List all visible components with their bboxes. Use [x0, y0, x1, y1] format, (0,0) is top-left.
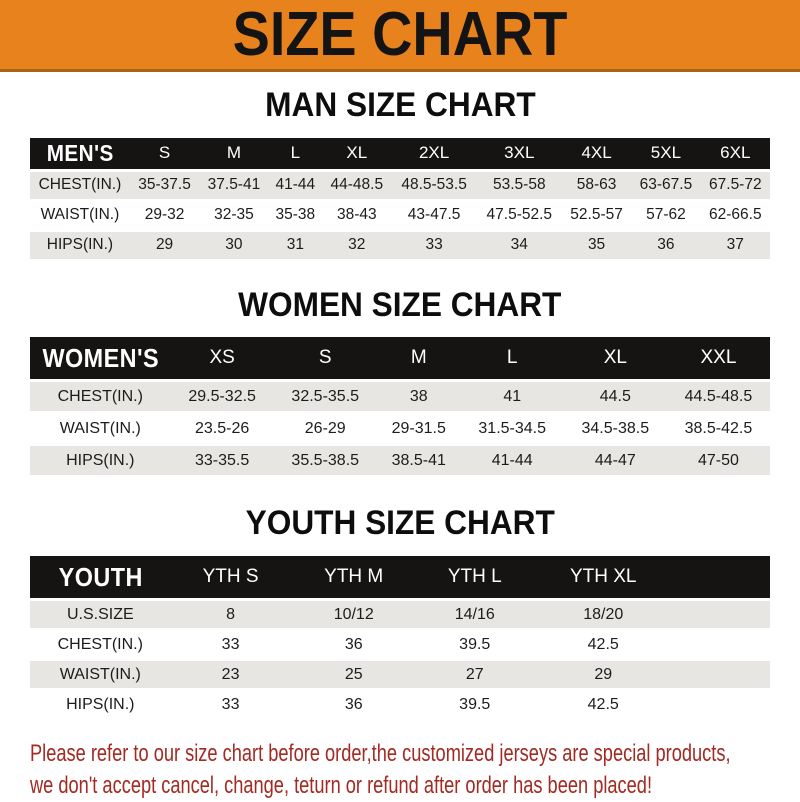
- size-cell: 29: [130, 232, 199, 259]
- size-cell: 43-47.5: [391, 202, 476, 229]
- size-cell: 33: [171, 631, 291, 658]
- size-cell: 29.5-32.5: [171, 382, 274, 411]
- column-header: S: [130, 138, 199, 169]
- size-cell: 37: [701, 232, 770, 259]
- row-label: HIPS(IN.): [30, 446, 171, 475]
- size-cell: 34.5-38.5: [564, 414, 667, 443]
- column-header: XXL: [667, 337, 770, 379]
- size-cell-blank: [674, 631, 770, 658]
- size-cell: 38-43: [322, 202, 391, 229]
- column-header: YTH S: [171, 556, 291, 598]
- row-label: U.S.SIZE: [30, 601, 171, 628]
- column-header: YTH M: [291, 556, 417, 598]
- size-cell: 8: [171, 601, 291, 628]
- section-women: [0, 262, 800, 479]
- column-header: 5XL: [631, 138, 700, 169]
- column-header: 2XL: [391, 138, 476, 169]
- table-title-men: [30, 138, 130, 169]
- table-title-text-men: MEN'S: [46, 139, 114, 166]
- size-cell: 33: [171, 691, 291, 718]
- table-row: [30, 446, 770, 475]
- size-cell: 35: [562, 232, 631, 259]
- table-header-row: [30, 337, 770, 379]
- table-row: [30, 232, 770, 259]
- size-cell: 63-67.5: [631, 172, 700, 199]
- column-header: M: [377, 337, 461, 379]
- table-row: [30, 202, 770, 229]
- column-header: L: [269, 138, 323, 169]
- disclaimer: [30, 738, 800, 802]
- size-cell: 26-29: [274, 414, 377, 443]
- size-cell-blank: [674, 691, 770, 718]
- column-header: YTH L: [417, 556, 533, 598]
- table-men: [30, 135, 770, 262]
- column-header: S: [274, 337, 377, 379]
- heading-text-women: WOMEN SIZE CHART: [238, 285, 562, 324]
- section-youth: [0, 478, 800, 721]
- table-row: [30, 661, 770, 688]
- table-row: [30, 414, 770, 443]
- table-row: [30, 172, 770, 199]
- size-cell: 44-47: [564, 446, 667, 475]
- size-chart-banner: [0, 0, 800, 72]
- size-cell: 39.5: [417, 631, 533, 658]
- table-title-text-women: WOMEN'S: [41, 342, 159, 373]
- size-cell: 25: [291, 661, 417, 688]
- row-label: CHEST(IN.): [30, 382, 171, 411]
- size-cell: 32-35: [199, 202, 268, 229]
- disclaimer-line-1: Please refer to our size chart before order,the customized jerseys are special products,: [30, 740, 731, 768]
- column-header: 3XL: [477, 138, 562, 169]
- size-cell: 47-50: [667, 446, 770, 475]
- size-cell: 36: [291, 691, 417, 718]
- size-cell: 33-35.5: [171, 446, 274, 475]
- size-cell: 35-37.5: [130, 172, 199, 199]
- size-cell: 58-63: [562, 172, 631, 199]
- size-cell: 34: [477, 232, 562, 259]
- size-cell: 41: [461, 382, 564, 411]
- size-cell: 32: [322, 232, 391, 259]
- column-header: YTH XL: [533, 556, 674, 598]
- column-header: 6XL: [701, 138, 770, 169]
- size-cell: 44-48.5: [322, 172, 391, 199]
- section-men: [0, 72, 800, 262]
- banner-title: SIZE CHART: [232, 0, 568, 69]
- size-cell: 57-62: [631, 202, 700, 229]
- row-label: HIPS(IN.): [30, 691, 171, 718]
- size-cell: 14/16: [417, 601, 533, 628]
- sections: [0, 72, 800, 721]
- size-cell-blank: [674, 661, 770, 688]
- size-cell: 31: [269, 232, 323, 259]
- column-header: M: [199, 138, 268, 169]
- table-title-youth: [30, 556, 171, 598]
- size-cell: 36: [291, 631, 417, 658]
- size-cell: 67.5-72: [701, 172, 770, 199]
- size-cell: 27: [417, 661, 533, 688]
- size-cell: 30: [199, 232, 268, 259]
- size-cell: 38.5-42.5: [667, 414, 770, 443]
- row-label: WAIST(IN.): [30, 414, 171, 443]
- table-women: [30, 334, 770, 478]
- size-cell: 35.5-38.5: [274, 446, 377, 475]
- column-header: XS: [171, 337, 274, 379]
- column-header: L: [461, 337, 564, 379]
- size-cell: 41-44: [461, 446, 564, 475]
- column-header-blank: [674, 556, 770, 598]
- table-row: [30, 691, 770, 718]
- size-cell: 29: [533, 661, 674, 688]
- row-label: WAIST(IN.): [30, 202, 130, 229]
- size-cell: 33: [391, 232, 476, 259]
- size-cell: 23: [171, 661, 291, 688]
- heading-men: [0, 72, 800, 124]
- table-row: [30, 631, 770, 658]
- table-row: [30, 382, 770, 411]
- table-row: [30, 601, 770, 628]
- size-cell: 48.5-53.5: [391, 172, 476, 199]
- row-label: CHEST(IN.): [30, 172, 130, 199]
- column-header: 4XL: [562, 138, 631, 169]
- size-cell: 23.5-26: [171, 414, 274, 443]
- table-title-text-youth: YOUTH: [58, 561, 143, 592]
- heading-women: [0, 262, 800, 324]
- column-header: XL: [322, 138, 391, 169]
- column-header: XL: [564, 337, 667, 379]
- heading-text-men: MAN SIZE CHART: [264, 86, 536, 124]
- size-cell: 18/20: [533, 601, 674, 628]
- size-cell-blank: [674, 601, 770, 628]
- size-cell: 44.5: [564, 382, 667, 411]
- table-title-women: [30, 337, 171, 379]
- heading-text-youth: YOUTH SIZE CHART: [245, 504, 555, 543]
- size-cell: 38.5-41: [377, 446, 461, 475]
- size-cell: 10/12: [291, 601, 417, 628]
- size-cell: 42.5: [533, 691, 674, 718]
- table-header-row: [30, 138, 770, 169]
- size-cell: 36: [631, 232, 700, 259]
- heading-youth: [0, 478, 800, 542]
- row-label: CHEST(IN.): [30, 631, 171, 658]
- size-cell: 32.5-35.5: [274, 382, 377, 411]
- size-cell: 53.5-58: [477, 172, 562, 199]
- size-cell: 42.5: [533, 631, 674, 658]
- size-cell: 41-44: [269, 172, 323, 199]
- size-cell: 47.5-52.5: [477, 202, 562, 229]
- row-label: HIPS(IN.): [30, 232, 130, 259]
- size-cell: 37.5-41: [199, 172, 268, 199]
- size-cell: 52.5-57: [562, 202, 631, 229]
- size-cell: 38: [377, 382, 461, 411]
- table-youth: [30, 553, 770, 721]
- row-label: WAIST(IN.): [30, 661, 171, 688]
- size-cell: 31.5-34.5: [461, 414, 564, 443]
- table-header-row: [30, 556, 770, 598]
- disclaimer-line-2: we don't accept cancel, change, teturn or refund after order has been placed!: [30, 772, 653, 800]
- size-cell: 39.5: [417, 691, 533, 718]
- size-cell: 35-38: [269, 202, 323, 229]
- size-cell: 29-32: [130, 202, 199, 229]
- size-cell: 44.5-48.5: [667, 382, 770, 411]
- size-cell: 29-31.5: [377, 414, 461, 443]
- size-cell: 62-66.5: [701, 202, 770, 229]
